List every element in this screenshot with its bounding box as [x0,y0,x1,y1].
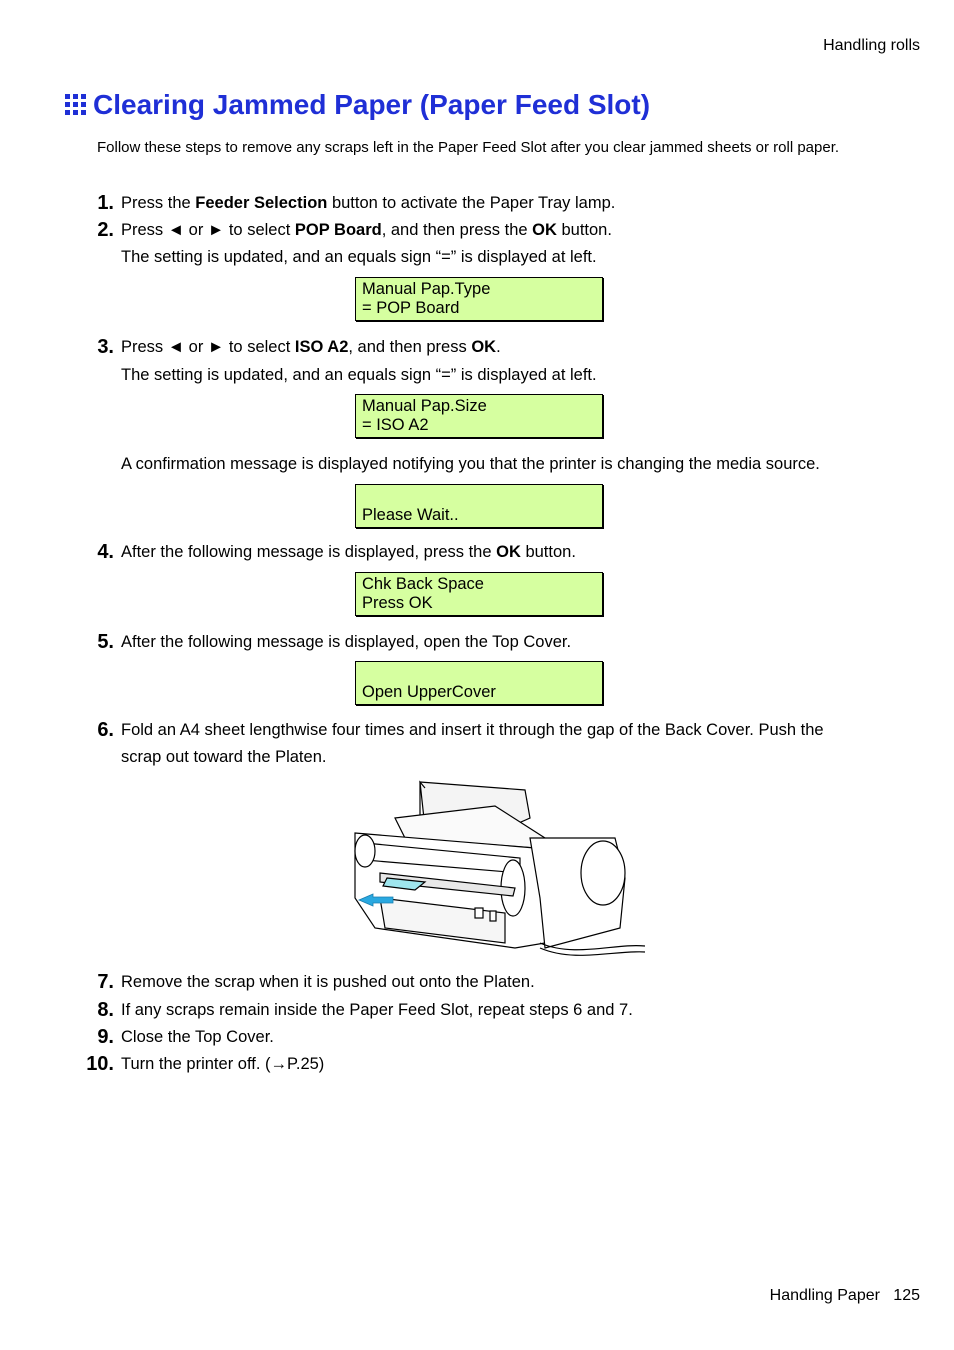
printer-illustration [345,778,650,968]
step-text-continued: scrap out toward the Platen. [121,748,327,766]
grid-icon [65,94,87,116]
lcd-display: Manual Pap.Size = ISO A2 [355,394,603,438]
confirmation-note: A confirmation message is displayed notifying you that the printer is changing the media source. [121,455,820,473]
step-note: The setting is updated, and an equals sign “=” is displayed at left. [121,248,597,266]
lcd-display: Open UpperCover [355,661,603,705]
step-text: Fold an A4 sheet lengthwise four times and insert it through the gap of the Back Cover. Push the [121,721,824,739]
step-text: Remove the scrap when it is pushed out onto the Platen. [121,973,535,991]
page-number: 125 [893,1287,920,1304]
step-number: 8. [97,999,114,1021]
step-text: Close the Top Cover. [121,1028,274,1046]
title-block [65,89,650,121]
step-number: 10. [86,1053,114,1075]
step-text: Turn the printer off. (→P.25) [121,1055,325,1073]
lcd-display: Please Wait.. [355,484,603,528]
running-header: Handling rolls [823,37,920,54]
step-note: The setting is updated, and an equals sign “=” is displayed at left. [121,366,597,384]
step-number: 4. [97,541,114,563]
step-number: 5. [97,631,114,653]
page-title: Clearing Jammed Paper (Paper Feed Slot) [93,89,651,120]
footer-chapter: Handling Paper [769,1287,880,1304]
step-number: 6. [97,719,114,741]
step-text: Press the Feeder Selection button to activate the Paper Tray lamp. [121,194,616,212]
step-text: After the following message is displayed, press the OK button. [121,543,576,561]
page-footer [770,1287,920,1305]
lcd-display: Manual Pap.Type = POP Board [355,277,603,321]
step-text: Press ◄ or ► to select POP Board, and then press the OK button. [121,221,612,239]
step-number: 2. [97,219,114,241]
step-number: 7. [97,971,114,993]
step-number: 9. [97,1026,114,1048]
lcd-display: Chk Back Space Press OK [355,572,603,616]
step-number: 1. [97,192,114,214]
step-text: After the following message is displayed, open the Top Cover. [121,633,572,651]
step-text: If any scraps remain inside the Paper Feed Slot, repeat steps 6 and 7. [121,1001,633,1019]
step-number: 3. [97,336,114,358]
intro-paragraph: Follow these steps to remove any scraps left in the Paper Feed Slot after you clear jammed sheets or roll paper. [97,139,840,156]
step-text: Press ◄ or ► to select ISO A2, and then press OK. [121,338,501,356]
